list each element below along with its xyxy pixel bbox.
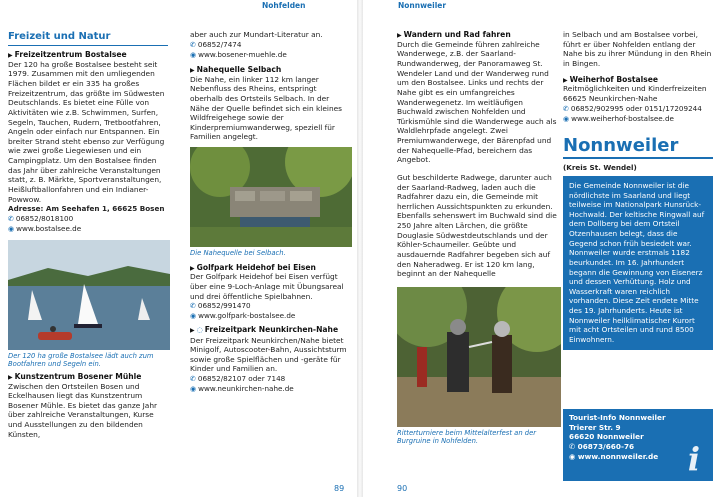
golfpark-phone: 06852/991470 [197,301,251,311]
bostalsee-photo-caption: Der 120 ha große Bostalsee lädt auch zum Bootfahren und Segeln ein. [8,351,154,369]
naheradweg-continued: in Selbach und am Bostalsee vorbei, führt er über Nohfelden entlang der Nahe bis zu ihrer Mündung in den Rhein in Bingen. [563,30,712,68]
arrow-icon: ▶ [190,66,195,74]
web-icon: ◉ [8,224,15,233]
entry-title-text: Freizeitzentrum Bostalsee [14,50,127,59]
right-column-1 [397,30,559,446]
arrow-icon: ▶ [190,327,195,335]
golfpark-text: Der Golfpark Heidehof bei Eisen verfügt über eine 9-Loch-Anlage mit Übungsareal und drei öffentliche Spielbahnen. [190,272,344,301]
bostalsee-phone: 06852/8018100 [15,213,74,223]
bostalsee-photo-illustration [8,240,170,350]
nonnweiler-infobox-text: Die Gemeinde Nonnweiler ist die nördlichste im Saarland und liegt teilweise im Nationalpark Hunsrück-Hochwald. Der keltische Ringwall auf dem Dollberg bei dem Ortsteil Otzenhausen belegt, dass die Gegend schon früh besiedelt war. Nonnweiler wurde erstmals 1182 beurkundet. Im 16. Jahrhundert begann die Gewinnung von Eisenerz und dessen Verhüttung. Holz und Wasserkraft waren reichlich vorhanden. Diese Zeit endete Mitte des 19. Jahrhunderts. Heute ist Nonnweiler heilklimatischer Kurort mit acht Ortsteilen und rund 8500 Einwohnern. [569,180,705,344]
entry-title-text: Weiherhof Bostalsee [569,74,659,84]
entry-title-nahequelle [190,65,350,75]
tourist-info-name: Tourist-Info Nonnweiler [569,413,666,422]
ritterturnier-photo-caption: Ritterturniere beim Mittelalterfest an der Burgruine in Nohfelden. [397,428,537,446]
running-header-left: Nohfelden [262,1,306,10]
kunstzentrum-continued: aber auch zur Mundart-Literatur an. [190,30,323,39]
right-page [363,0,720,497]
golfpark-web-line[interactable] [190,311,350,321]
nahequelle-photo-illustration [190,147,352,247]
freizeitpark-web-line[interactable] [190,384,350,394]
freizeitpark-symbol-icon: ◌ [196,326,203,335]
freizeitpark-phone: 06852/82107 oder 7148 [197,374,286,384]
entry-title-golfpark [190,263,350,273]
entry-title-wandern [397,30,559,40]
entry-title-bostalsee [8,50,168,60]
nonnweiler-infobox [563,176,713,350]
bostalsee-phone-line [8,214,168,224]
bostalsee-photo [8,240,170,350]
weiherhof-web[interactable]: www.weiherhof-bostalsee.de [571,113,674,123]
kunstzentrum-phone-line [190,40,350,50]
phone-icon: ✆ [563,104,569,113]
nonnweiler-title-block [563,136,713,159]
bostalsee-web-line[interactable] [8,224,168,234]
entry-title-weiherhof [563,75,713,85]
entry-title-text: Kunstzentrum Bosener Mühle [14,371,142,381]
freizeitpark-web[interactable]: www.neunkirchen-nahe.de [198,384,294,394]
weiherhof-phone-line [563,104,713,114]
kunstzentrum-phone: 06852/7474 [197,39,242,49]
freizeitpark-phone-line [190,374,350,384]
radwege-text: Gut beschilderte Radwege, darunter auch der Saarland-Radweg, laden auch die Radfahrer dazu ein, die Gemeinde mit herrlichen Aussichtspunkten zu erkunden. Ebenfalls sehenswert im Buchwald sind die 250 Jahre alten Lärchen, die größte Douglasie Südwestdeutschlands und der Köhler-Schaumeiler. Geübte und ausdauernde Radfahrer begeben sich auf den Naheradweg. Er ist 120 km lang, beginnt an der Nahequelle [397,172,557,279]
entry-title-text: Wandern und Rad fahren [403,30,511,39]
nahequelle-photo [190,147,352,247]
kreis-label: (Kreis St. Wendel) [563,162,637,172]
arrow-icon: ▶ [8,373,13,381]
phone-icon: ✆ [8,214,14,223]
ritterturnier-photo [397,287,561,427]
phone-icon: ✆ [190,302,196,311]
entry-title-text: Golfpark Heidehof bei Eisen [196,262,316,272]
weiherhof-phone: 06852/902995 oder 0151/17209244 [570,103,702,113]
left-column-1 [8,30,168,439]
bostalsee-web[interactable]: www.bostalsee.de [16,223,82,233]
bostalsee-address: Adresse: Am Seehafen 1, 66625 Bosen [8,204,165,214]
right-column-2 [563,30,713,350]
section-title: Freizeit und Natur [8,30,168,46]
golfpark-web[interactable]: www.golfpark-bostalsee.de [198,311,296,321]
web-icon: ◉ [569,451,578,461]
entry-title-freizeitpark [190,325,350,335]
entry-title-text: Freizeitpark Neunkirchen-Nahe [204,325,339,335]
page-number-right: 90 [397,483,408,493]
tourist-info-phone: 06873/660-76 [577,441,635,451]
info-icon: i [687,440,701,478]
arrow-icon: ▶ [397,32,402,39]
entry-title-text: Nahequelle Selbach [196,64,282,74]
weiherhof-text: Reitmöglichkeiten und Kinderfreizeiten 66625 Neunkirchen-Nahe [563,84,707,103]
wandern-text: Durch die Gemeinde führen zahlreiche Wanderwege, z.B. der Saarland-Rundwanderweg, der Panoramaweg St. Wendeler Land und der Wanderweg rund um den Bostalsee. Links und rechts der Nahe gibt es ein umfangreiches Wanderwegenetz. Im weitläufigen Buchwald zwischen Nohfelden und Türkismühle sind die Wanderwege auch als Waldlehrpfade angelegt. Zwei Premiumwanderwege, der Bärenpfad und der Nahequelle-Pfad, bereichern das Angebot. [397,39,557,165]
tourist-info-box [563,409,713,481]
web-icon: ◉ [190,50,197,59]
bostalsee-text: Der 120 ha große Bostalsee besteht seit 1979. Zusammen mit den umliegenden Flächen bildet er ein 335 ha großes Freizeitzentrum, das größte im Südwesten Deutschlands. Es bietet eine Fülle von Aktivitäten wie z.B. Schwimmen, Surfen, Segeln, Tauchen, Rudern, Tretbootfahren, Angeln oder einfach nur Entspannen. Ein breiter Strand steht ebenso zur Verfügung wie zwei große Liegewiesen und ein Campingplatz. Um den Bostalsee finden das Jahr über zahlreiche Veranstaltungen statt, z. B. Märkte, Sportveranstaltungen, Heißluftballonfahren und ein Indianer-Powwow. [8,59,165,204]
arrow-icon: ▶ [8,52,13,59]
phone-icon: ✆ [569,441,578,451]
left-column-2 [190,30,350,394]
kunstzentrum-web[interactable]: www.bosener-muehle.de [198,49,287,59]
entry-title-kunstzentrum [8,372,168,382]
phone-icon: ✆ [190,375,196,384]
page-number-left: 89 [334,483,345,493]
nahequelle-text: Die Nahe, ein linker 112 km langer Nebenfluss des Rheins, entspringt oberhalb des Ortsteils Selbach. In der Nähe der Quelle befindet sich ein kleines Wildfreigehege sowie der Kinderpremiumwanderweg, speziell für Familien angelegt. [190,74,343,142]
nonnweiler-title: Nonnweiler [563,134,679,156]
golfpark-phone-line [190,301,350,311]
tourist-info-street: Trierer Str. 9 [569,422,621,432]
web-icon: ◉ [190,385,197,394]
arrow-icon: ▶ [190,264,195,272]
freizeitpark-text: Der Freizeitpark Neunkirchen/Nahe bietet Minigolf, Autoscooter-Bahn, Aussichtsturm sowie große Spielflächen und -geräte für Kinder und Familien an. [190,335,347,374]
phone-icon: ✆ [190,40,196,49]
arrow-icon: ▶ [563,76,568,84]
weiherhof-web-line[interactable] [563,114,713,124]
web-icon: ◉ [190,312,197,321]
kunstzentrum-text: Zwischen den Ortsteilen Bosen und Eckelhausen liegt das Kunstzentrum Bosener Mühle. Es bietet das ganze Jahr über zahlreiche Veranstaltungen, Kurse und Ausstellungen zu den bildenden Künsten, [8,381,158,439]
left-page [0,0,357,497]
nahequelle-photo-caption: Die Nahequelle bei Selbach. [190,249,286,258]
ritterturnier-photo-illustration [397,287,561,427]
tourist-info-web[interactable]: www.nonnweiler.de [577,451,659,461]
web-icon: ◉ [563,114,570,123]
kunstzentrum-web-line[interactable] [190,50,350,60]
tourist-info-city: 66620 Nonnweiler [569,432,644,442]
running-header-right: Nonnweiler [398,1,447,10]
